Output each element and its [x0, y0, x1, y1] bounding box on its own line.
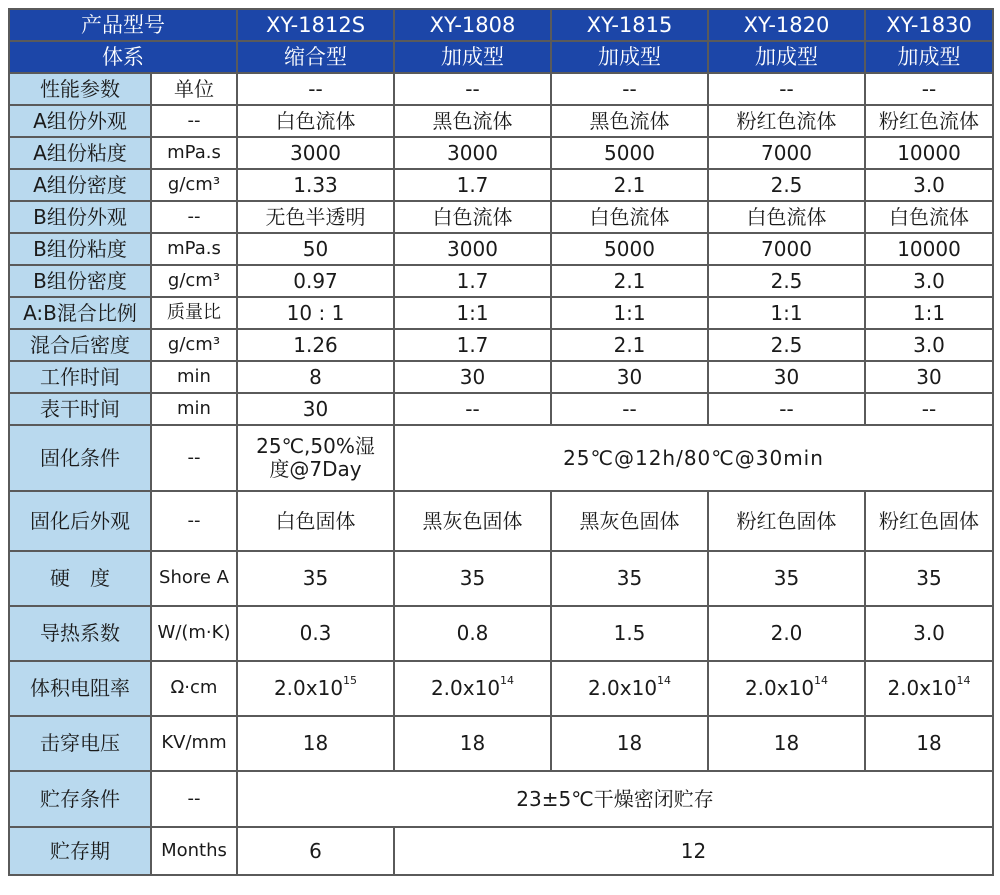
unit-cell: W/(m·K) [151, 606, 237, 661]
value-cell: 粉红色流体 [865, 105, 993, 137]
value-cell: 3.0 [865, 169, 993, 201]
value-cell: 6 [237, 827, 394, 875]
system-header-label: 体系 [9, 41, 237, 73]
row-label: 性能参数 [9, 73, 151, 105]
value-cell: 35 [551, 551, 708, 606]
value-cell: 30 [237, 393, 394, 425]
value-cell: 5000 [551, 233, 708, 265]
value-cell: 10000 [865, 137, 993, 169]
value-cell: 10000 [865, 233, 993, 265]
value-cell: 无色半透明 [237, 201, 394, 233]
unit-cell: -- [151, 201, 237, 233]
unit-cell: -- [151, 105, 237, 137]
resistivity-base: 2.0x10 [273, 676, 344, 700]
value-cell: 2.1 [551, 169, 708, 201]
row-label: 固化条件 [9, 425, 151, 491]
table-row [9, 361, 993, 393]
value-cell: 白色流体 [394, 201, 551, 233]
table-row [9, 716, 993, 771]
value-cell: 黑色流体 [394, 105, 551, 137]
value-cell: -- [708, 393, 865, 425]
value-cell: 3000 [394, 137, 551, 169]
table-row [9, 606, 993, 661]
value-cell [865, 661, 993, 716]
system-type: 加成型 [865, 41, 993, 73]
value-cell: 30 [394, 361, 551, 393]
value-cell: 黑灰色固体 [394, 491, 551, 551]
value-cell: 1.7 [394, 265, 551, 297]
unit-cell: Months [151, 827, 237, 875]
model-name: XY-1812S [237, 9, 394, 41]
row-label: B组份外观 [9, 201, 151, 233]
system-type: 缩合型 [237, 41, 394, 73]
system-header-row [9, 41, 993, 73]
unit-cell: 质量比 [151, 297, 237, 329]
row-label: 固化后外观 [9, 491, 151, 551]
system-type: 加成型 [394, 41, 551, 73]
row-label: 贮存期 [9, 827, 151, 875]
resistivity-exponent: 14 [657, 674, 672, 687]
model-header-label: 产品型号 [9, 9, 237, 41]
unit-cell: KV/mm [151, 716, 237, 771]
row-label: A组份密度 [9, 169, 151, 201]
value-cell: 18 [394, 716, 551, 771]
unit-cell: 单位 [151, 73, 237, 105]
value-cell: 3000 [394, 233, 551, 265]
value-cell: 18 [551, 716, 708, 771]
merged-value-cell: 12 [394, 827, 993, 875]
value-cell: 18 [708, 716, 865, 771]
value-cell: -- [865, 73, 993, 105]
resistivity-exponent: 14 [814, 674, 829, 687]
model-header-row [9, 9, 993, 41]
value-cell: 7000 [708, 233, 865, 265]
merged-value-cell: 23±5℃干燥密闭贮存 [237, 771, 993, 827]
resistivity-base: 2.0x10 [887, 676, 957, 700]
value-cell: 1.26 [237, 329, 394, 361]
table-row [9, 491, 993, 551]
value-cell: 2.5 [708, 265, 865, 297]
value-cell: 3000 [237, 137, 394, 169]
value-cell [708, 661, 865, 716]
value-cell: 0.3 [237, 606, 394, 661]
unit-cell: -- [151, 771, 237, 827]
resistivity-base: 2.0x10 [587, 676, 658, 700]
value-cell: 3.0 [865, 606, 993, 661]
value-cell: 2.5 [708, 329, 865, 361]
value-cell: 10 : 1 [237, 297, 394, 329]
resistivity-base: 2.0x10 [744, 676, 815, 700]
value-cell: 30 [551, 361, 708, 393]
value-cell: 1.5 [551, 606, 708, 661]
table-row [9, 661, 993, 716]
row-label: 硬 度 [9, 551, 151, 606]
value-cell: -- [237, 73, 394, 105]
value-cell: 5000 [551, 137, 708, 169]
table-row [9, 329, 993, 361]
row-label: A组份粘度 [9, 137, 151, 169]
system-type: 加成型 [708, 41, 865, 73]
value-cell [237, 661, 394, 716]
value-cell: 1.33 [237, 169, 394, 201]
value-cell: 粉红色固体 [708, 491, 865, 551]
value-cell: 白色流体 [237, 105, 394, 137]
row-label: B组份粘度 [9, 233, 151, 265]
value-cell: 2.5 [708, 169, 865, 201]
row-label: 混合后密度 [9, 329, 151, 361]
unit-cell: g/cm³ [151, 329, 237, 361]
value-cell: 1:1 [708, 297, 865, 329]
value-cell: 白色固体 [237, 491, 394, 551]
model-name: XY-1808 [394, 9, 551, 41]
resistivity-base: 2.0x10 [430, 676, 501, 700]
row-label: 体积电阻率 [9, 661, 151, 716]
value-cell: 1.7 [394, 329, 551, 361]
row-label: A组份外观 [9, 105, 151, 137]
system-type: 加成型 [551, 41, 708, 73]
unit-cell: min [151, 361, 237, 393]
value-cell: 黑色流体 [551, 105, 708, 137]
unit-cell: mPa.s [151, 137, 237, 169]
unit-cell: -- [151, 425, 237, 491]
value-cell: -- [708, 73, 865, 105]
value-cell: -- [551, 73, 708, 105]
value-cell: 2.1 [551, 265, 708, 297]
model-name: XY-1830 [865, 9, 993, 41]
unit-cell: min [151, 393, 237, 425]
value-cell: -- [551, 393, 708, 425]
value-cell: 25℃,50%湿度@7Day [237, 425, 394, 491]
value-cell: 1:1 [394, 297, 551, 329]
value-cell: -- [865, 393, 993, 425]
merged-value-cell: 25℃@12h/80℃@30min [394, 425, 993, 491]
value-cell: 35 [865, 551, 993, 606]
resistivity-exponent: 14 [500, 674, 515, 687]
resistivity-exponent: 15 [343, 674, 358, 687]
table-row [9, 233, 993, 265]
value-cell: -- [394, 393, 551, 425]
param-header-row [9, 73, 993, 105]
table-row [9, 137, 993, 169]
value-cell: 1:1 [865, 297, 993, 329]
value-cell: 35 [237, 551, 394, 606]
value-cell: 8 [237, 361, 394, 393]
table-row [9, 105, 993, 137]
table-row [9, 201, 993, 233]
value-cell: 粉红色固体 [865, 491, 993, 551]
unit-cell: mPa.s [151, 233, 237, 265]
value-cell: 18 [237, 716, 394, 771]
spec-table [8, 8, 994, 876]
value-cell: 2.1 [551, 329, 708, 361]
unit-cell: g/cm³ [151, 169, 237, 201]
table-row [9, 169, 993, 201]
value-cell: 白色流体 [865, 201, 993, 233]
row-label: 表干时间 [9, 393, 151, 425]
value-cell: 35 [708, 551, 865, 606]
value-cell: 7000 [708, 137, 865, 169]
model-name: XY-1820 [708, 9, 865, 41]
value-cell [394, 661, 551, 716]
value-cell [551, 661, 708, 716]
value-cell: 2.0 [708, 606, 865, 661]
table-row [9, 771, 993, 827]
value-cell: 3.0 [865, 329, 993, 361]
value-cell: -- [394, 73, 551, 105]
value-cell: 黑灰色固体 [551, 491, 708, 551]
unit-cell: Shore A [151, 551, 237, 606]
value-cell: 35 [394, 551, 551, 606]
table-row [9, 551, 993, 606]
unit-cell: Ω·cm [151, 661, 237, 716]
table-row [9, 393, 993, 425]
model-name: XY-1815 [551, 9, 708, 41]
value-cell: 粉红色流体 [708, 105, 865, 137]
unit-cell: g/cm³ [151, 265, 237, 297]
value-cell: 1:1 [551, 297, 708, 329]
row-label: 工作时间 [9, 361, 151, 393]
table-row [9, 297, 993, 329]
value-cell: 30 [865, 361, 993, 393]
value-cell: 0.8 [394, 606, 551, 661]
value-cell: 30 [708, 361, 865, 393]
row-label: 导热系数 [9, 606, 151, 661]
table-row [9, 265, 993, 297]
value-cell: 18 [865, 716, 993, 771]
unit-cell: -- [151, 491, 237, 551]
table-row [9, 425, 993, 491]
value-cell: 50 [237, 233, 394, 265]
value-cell: 3.0 [865, 265, 993, 297]
resistivity-exponent: 14 [956, 674, 971, 687]
value-cell: 白色流体 [551, 201, 708, 233]
row-label: 击穿电压 [9, 716, 151, 771]
value-cell: 0.97 [237, 265, 394, 297]
row-label: 贮存条件 [9, 771, 151, 827]
value-cell: 1.7 [394, 169, 551, 201]
table-row [9, 827, 993, 875]
value-cell: 白色流体 [708, 201, 865, 233]
row-label: B组份密度 [9, 265, 151, 297]
row-label: A:B混合比例 [9, 297, 151, 329]
